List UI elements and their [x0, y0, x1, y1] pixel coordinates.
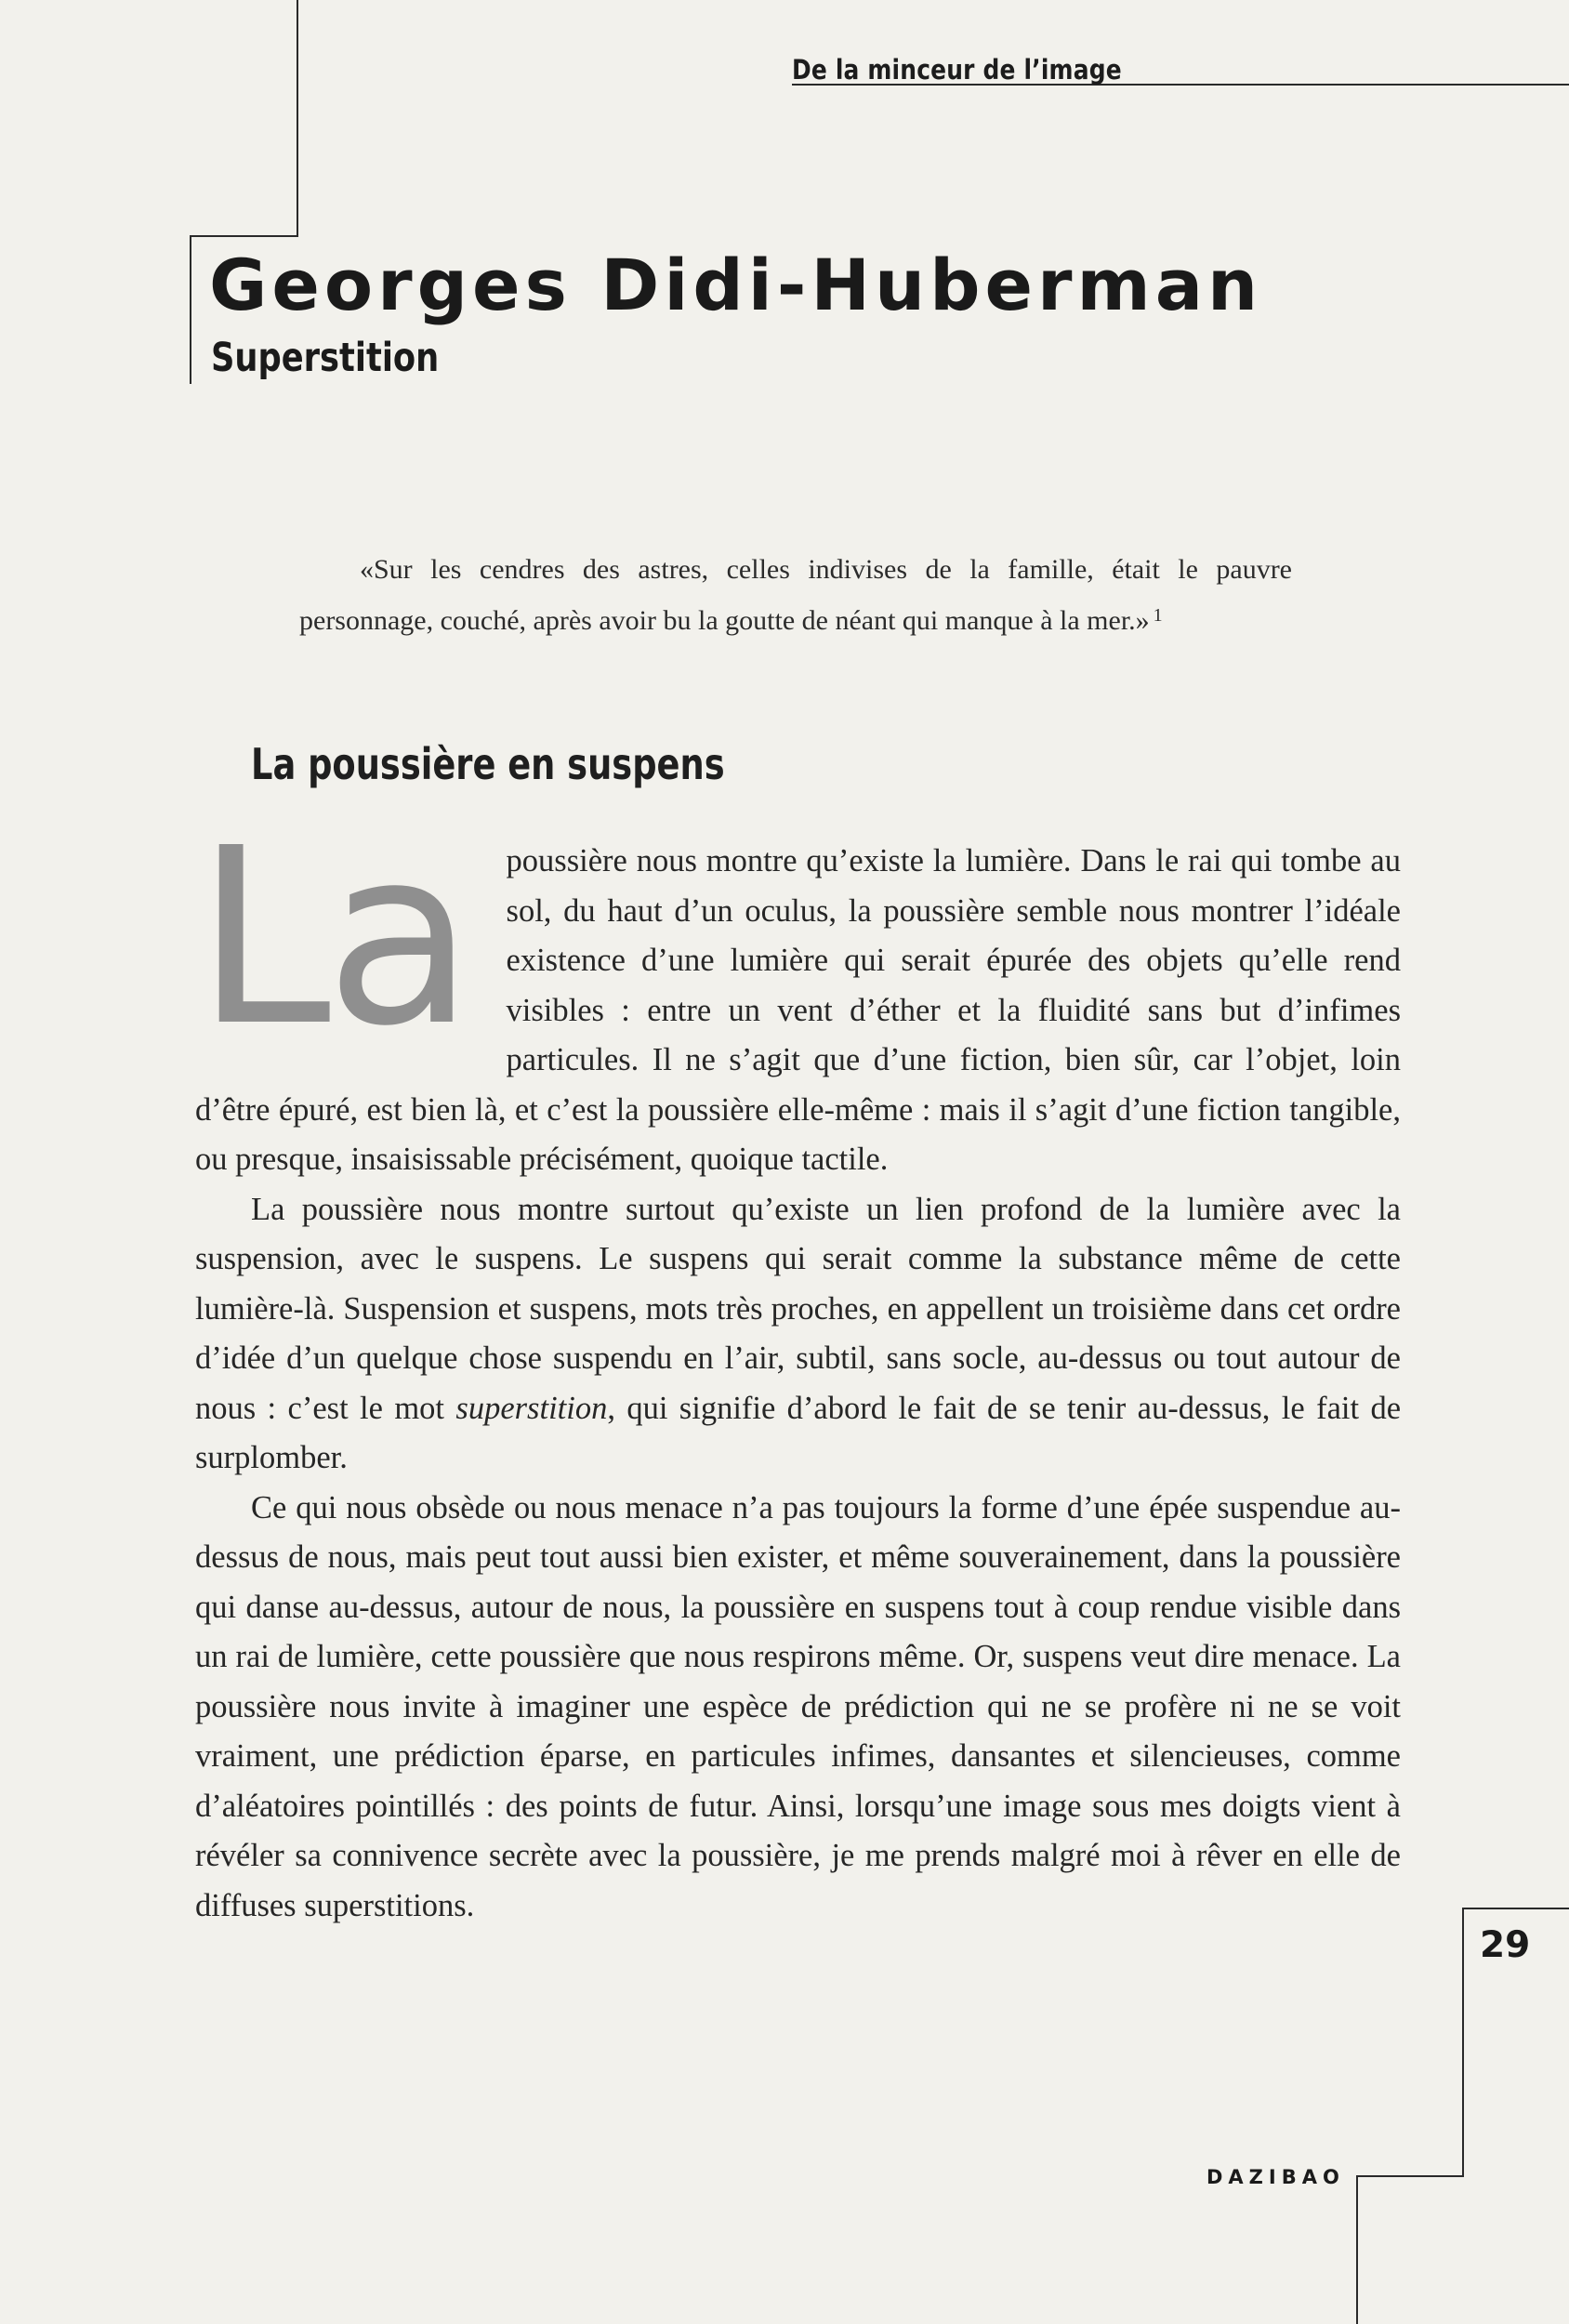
paragraph-2	[195, 1185, 1401, 1484]
page-number-vertical-rule	[1462, 1908, 1464, 2177]
paragraph-2-text-b: , qui signifie d’abord le fait de se tenir au-dessus, le fait de surplomber.	[195, 1390, 1402, 1475]
author-name: Georges Didi-Huberman	[209, 244, 1263, 326]
publisher-name: DAZIBAO	[1206, 2166, 1345, 2188]
bottom-right-horizontal-rule	[1356, 2175, 1464, 2177]
top-left-horizontal-rule	[190, 235, 298, 237]
section-heading: La poussière en suspens	[251, 739, 725, 789]
body-text	[195, 796, 1402, 1931]
page-number: 29	[1480, 1924, 1531, 1966]
footnote-ref: 1	[1153, 605, 1163, 626]
epigraph	[299, 544, 1292, 646]
dropcap: La	[195, 796, 469, 1079]
paragraph-1	[195, 796, 1401, 1185]
bottom-right-vertical-rule	[1356, 2175, 1358, 2324]
paragraph-3: Ce qui nous obsède ou nous menace n’a pas toujours la forme d’une épée suspendue au-dessus de nous, mais peut tout aussi bien exister, et même souverainement, dans la poussière qui danse au-dessus, autour de nous, la poussière en suspens tout à coup rendue visible dans un rai de lumière, cette poussière que nous respirons même. Or, suspens veut dire menace. La poussière nous invite à imaginer une espèce de prédiction qui ne se profère ni ne se voit vraiment, une prédiction éparse, en particules infimes, dansantes et silencieuses, comme d’aléatoires pointillés : des points de futur. Ainsi, lorsqu’une image sous mes doigts vient à révéler sa connivence secrète avec la poussière, je me prends malgré moi à rêver en elle de diffuses superstitions.	[195, 1489, 1401, 1923]
title-vertical-rule	[190, 235, 191, 384]
epigraph-text: «Sur les cendres des astres, celles indivises de la famille, était le pauvre personnage, couché, après avoir bu la goutte de néant qui manque à la mer.»	[299, 554, 1292, 636]
paragraph-2-italic-word: superstition	[455, 1390, 608, 1426]
page-number-horizontal-rule	[1462, 1908, 1569, 1909]
essay-title: Superstition	[211, 335, 440, 381]
running-header: De la minceur de l’image	[792, 54, 1122, 86]
paragraph-1-text: poussière nous montre qu’existe la lumière. Dans le rai qui tombe au sol, du haut d’un oculus, la poussière semble nous montrer l’idéale existence d’une lumière qui serait épurée des objets qu’elle rend visibles : entre un vent d’éther et la fluidité sans but d’infimes particules. Il ne s’agit que d’une fiction, bien sûr, car l’objet, loin d’être épuré, est bien là, et c’est la poussière elle-même : mais il s’agit d’une fiction tangible, ou presque, insaisissable précisément, quoique tactile.	[195, 843, 1401, 1177]
top-left-vertical-rule	[297, 0, 298, 236]
paragraph-2-text-a: La poussière nous montre surtout qu’existe un lien profond de la lumière avec la suspension, avec le suspens. Le suspens qui serait comme la substance même de cette lumière-là. Suspension et suspens, mots très proches, en appellent un troisième dans cet ordre d’idée d’un quelque chose suspendu en l’air, subtil, sans socle, au-dessus ou tout autour de nous : c’est le mot	[195, 1191, 1401, 1426]
